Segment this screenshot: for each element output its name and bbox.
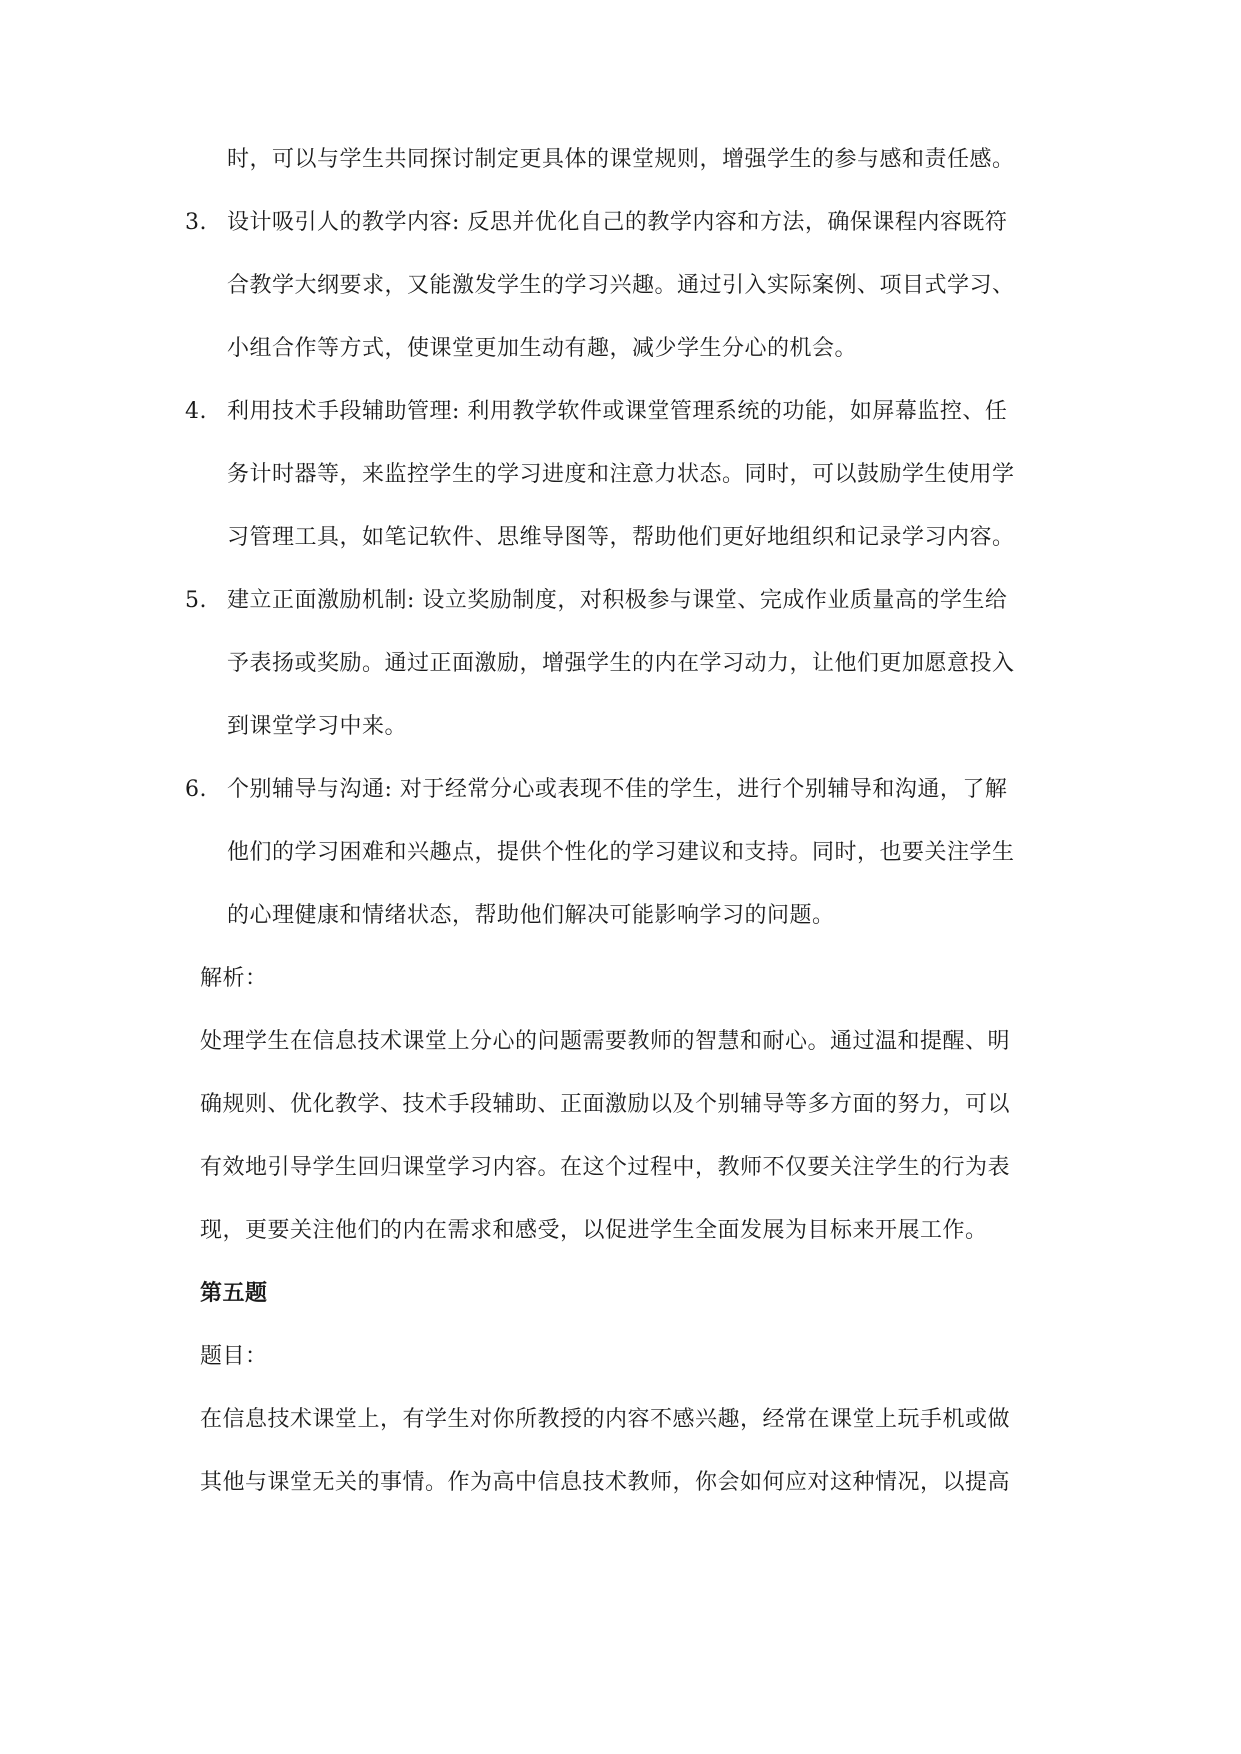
analysis-paragraph-line: 有效地引导学生回归课堂学习内容。在这个过程中，教师不仅要关注学生的行为表: [200, 1155, 1011, 1180]
list-item-5: [185, 586, 1090, 775]
list-item-text: 个别辅导与沟通: 对于经常分心或表现不佳的学生，进行个别辅导和沟通，了解: [227, 777, 1008, 802]
analysis-paragraph-line: 处理学生在信息技术课堂上分心的问题需要教师的智慧和耐心。通过温和提醒、明: [200, 1029, 1011, 1054]
list-number: 5.: [185, 588, 207, 613]
list-item-text: 合教学大纲要求，又能激发学生的学习兴趣。通过引入实际案例、项目式学习、: [227, 273, 1015, 298]
list-item-text: 到课堂学习中来。: [227, 714, 408, 739]
list-item-4: [185, 397, 1090, 586]
list-item-text: 设计吸引人的教学内容: 反思并优化自己的教学内容和方法，确保课程内容既符: [227, 210, 1008, 235]
question-paragraph-line: 其他与课堂无关的事情。作为高中信息技术教师，你会如何应对这种情况，以提高: [200, 1470, 1011, 1495]
list-item-text: 务计时器等，来监控学生的学习进度和注意力状态。同时，可以鼓励学生使用学: [227, 462, 1015, 487]
analysis-paragraph-line: 现，更要关注他们的内在需求和感受，以促进学生全面发展为目标来开展工作。: [200, 1218, 988, 1243]
list-item-text: 习管理工具，如笔记软件、思维导图等，帮助他们更好地组织和记录学习内容。: [227, 525, 1015, 550]
list-item-text: 予表扬或奖励。通过正面激励，增强学生的内在学习动力，让他们更加愿意投入: [227, 651, 1015, 676]
section-heading: 第五题: [200, 1281, 268, 1306]
list-item-6: [185, 775, 1090, 964]
list-number: 6.: [185, 777, 207, 802]
document-body: [185, 145, 1090, 1531]
analysis-paragraph-line: 确规则、优化教学、技术手段辅助、正面激励以及个别辅导等多方面的努力，可以: [200, 1092, 1011, 1117]
continuation-line: 时，可以与学生共同探讨制定更具体的课堂规则，增强学生的参与感和责任感。: [227, 147, 1015, 172]
list-number: 3.: [185, 210, 207, 235]
question-paragraph-line: 在信息技术课堂上，有学生对你所教授的内容不感兴趣，经常在课堂上玩手机或做: [200, 1407, 1011, 1432]
list-item-text: 利用技术手段辅助管理: 利用教学软件或课堂管理系统的功能，如屏幕监控、任: [227, 399, 1008, 424]
list-item-text: 他们的学习困难和兴趣点，提供个性化的学习建议和支持。同时，也要关注学生: [227, 840, 1015, 865]
list-item-text: 的心理健康和情绪状态，帮助他们解决可能影响学习的问题。: [227, 903, 835, 928]
list-number: 4.: [185, 399, 207, 424]
question-label: 题目：: [200, 1344, 268, 1369]
analysis-label: 解析：: [200, 966, 268, 991]
list-item-3: [185, 208, 1090, 397]
list-item-text: 小组合作等方式，使课堂更加生动有趣，减少学生分心的机会。: [227, 336, 858, 361]
list-item-text: 建立正面激励机制: 设立奖励制度，对积极参与课堂、完成作业质量高的学生给: [227, 588, 1008, 613]
